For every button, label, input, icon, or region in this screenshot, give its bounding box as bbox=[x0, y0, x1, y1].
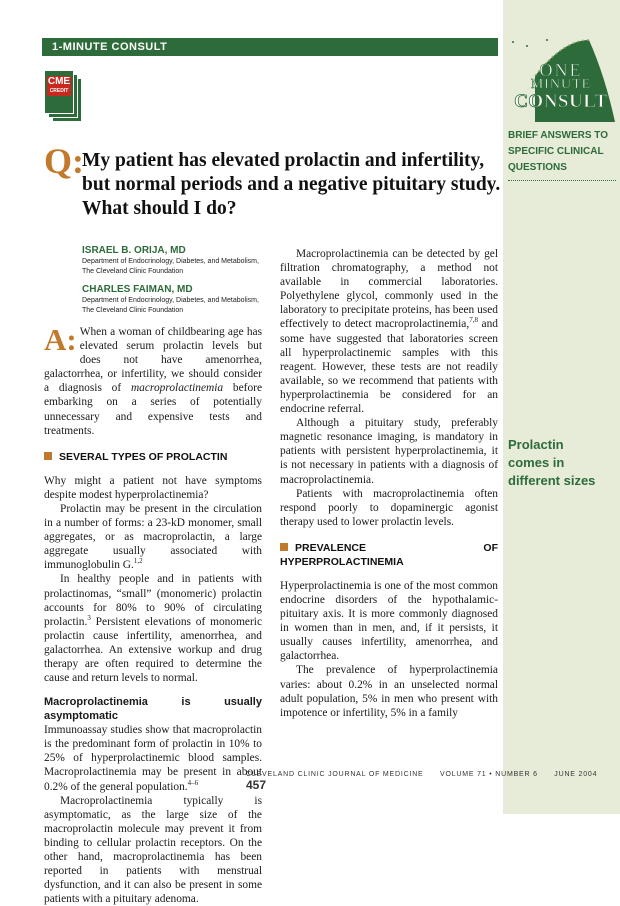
author-block bbox=[82, 244, 272, 315]
logo-minute: MINUTE bbox=[530, 77, 592, 92]
issue-date: JUNE 2004 bbox=[554, 771, 598, 778]
page-footer bbox=[246, 771, 606, 792]
paragraph: In healthy people and in patients with prolactinomas, “small” (monomeric) prolactin accounts for 80% to 90% of circulating prolactin.$^3$ Persistent elevations of monomeric prolactin cause infertility, amenorrhea, and galactorrhea. An extensive workup and drug therapy are often required to determine the cause and return levels to normal. bbox=[44, 573, 262, 685]
author-organization: The Cleveland Clinic Foundation bbox=[82, 267, 184, 275]
paragraph: Immunoassay studies show that macroprolactin is the predominant form of prolactin in 10% to 25% of hyperprolactinemic blood samples. Macroprolactinemia may be present in about 0.2% of the general population.$^{4-6}$ bbox=[44, 724, 262, 793]
section-heading: SEVERAL TYPES OF PROLACTIN bbox=[44, 450, 262, 464]
paragraph: The prevalence of hyperprolactinemia varies: about 0.2% in an unselected normal adult population, 5% in men who present with impotence or infertility, 5% in a family bbox=[280, 664, 498, 719]
subsection-heading: Macroprolactinemia is usually asymptomatic bbox=[44, 696, 262, 723]
square-bullet-icon bbox=[44, 452, 52, 460]
credit-label: CREDIT bbox=[49, 88, 69, 94]
author-department: Department of Endocrinology, Diabetes, and Metabolism, bbox=[82, 258, 259, 265]
section-heading: PREVALENCE OF HYPERPROLACTINEMIA bbox=[280, 541, 498, 568]
paragraph-continued: Macroprolactinemia typically is asymptomatic, as the large size of the macroprolactin molecule may prevent it from binding to cellular prolactin receptors. On the other hand, macroprolactinemia has been reported in patients with menstrual dysfunction, and it can also be present in some patients with a pituitary adenoma. bbox=[44, 794, 262, 906]
question-marker: Q: bbox=[44, 141, 84, 181]
author-department: Department of Endocrinology, Diabetes, and Metabolism, bbox=[82, 297, 259, 304]
paragraph: Macroprolactinemia can be detected by gel filtration chromatography, a method not available in commercial laboratories. Polyethylene glycol, commonly used in the laboratory to precipitate proteins, has been used effectively to detect macroprolactinemia,$^{7,8}$ and some have suggested that laboratories screen all hyperprolactinemic samples with this reagent. However, these tests are not readily available, so we recommend that patients with hyperprolactinemia be considered for an endocrine referral. bbox=[280, 248, 498, 416]
text-column-left bbox=[44, 322, 263, 906]
sidebar-tagline: BRIEF ANSWERS TO SPECIFIC CLINICAL QUESTIONS bbox=[508, 128, 616, 181]
author-organization: The Cleveland Clinic Foundation bbox=[82, 306, 184, 314]
logo-consult: CONSULT bbox=[514, 91, 608, 112]
paragraph: Hyperprolactinemia is one of the most common endocrine disorders of the hypothalamic-pituitary axis. It is more commonly diagnosed in women than in men, and, if it persists, it usually causes infertility, amenorrhea, and galactorrhea. bbox=[280, 579, 498, 663]
section-banner: 1-MINUTE CONSULT bbox=[42, 38, 498, 56]
cme-credit-icon bbox=[44, 70, 80, 120]
paragraph: Why might a patient not have symptoms despite modest hyperprolactinemia? bbox=[44, 474, 262, 501]
pull-quote: Prolactin comes in different sizes bbox=[508, 437, 596, 488]
text-column-right bbox=[280, 247, 498, 720]
author-name: CHARLES FAIMAN, MD bbox=[82, 284, 193, 295]
cme-label: CME bbox=[47, 76, 71, 87]
logo-one: ONE bbox=[539, 60, 583, 80]
answer-intro: A: When a woman of childbearing age has elevated serum prolactin levels but does not have amenorrhea, galactorrhea, or infertility, we should consider a diagnosis of macroprolactinemia before embarking on a series of potentially unnecessary and expensive tests and treatments. bbox=[44, 322, 263, 437]
page-number: 457 bbox=[246, 778, 267, 792]
paragraph: Prolactin may be present in the circulation in a number of forms: a 23-kD monomer, small aggregates, or as macroprolactin, a large aggregate usually associated with immunoglobulin G.$^{1,2}$ bbox=[44, 502, 262, 572]
logo-wordmark bbox=[505, 62, 617, 112]
answer-marker: A: bbox=[44, 322, 77, 357]
volume-number: VOLUME 71 • NUMBER 6 bbox=[440, 771, 538, 778]
author-name: ISRAEL B. ORIJA, MD bbox=[82, 245, 186, 256]
journal-name: CLEVELAND CLINIC JOURNAL OF MEDICINE bbox=[246, 771, 424, 778]
question-title: My patient has elevated prolactin and infertility, but normal periods and a negative pituitary study. What should I do? bbox=[82, 150, 501, 219]
square-bullet-icon bbox=[280, 543, 288, 551]
paragraph: Patients with macroprolactinemia often respond poorly to dopaminergic agonist therapy used to lower prolactin levels. bbox=[280, 487, 498, 528]
paragraph: Although a pituitary study, preferably magnetic resonance imaging, is mandatory in patients with persistent hyperprolactinemia, it is not necessary in patients with a diagnosis of macroprolactinemia. bbox=[280, 417, 498, 486]
